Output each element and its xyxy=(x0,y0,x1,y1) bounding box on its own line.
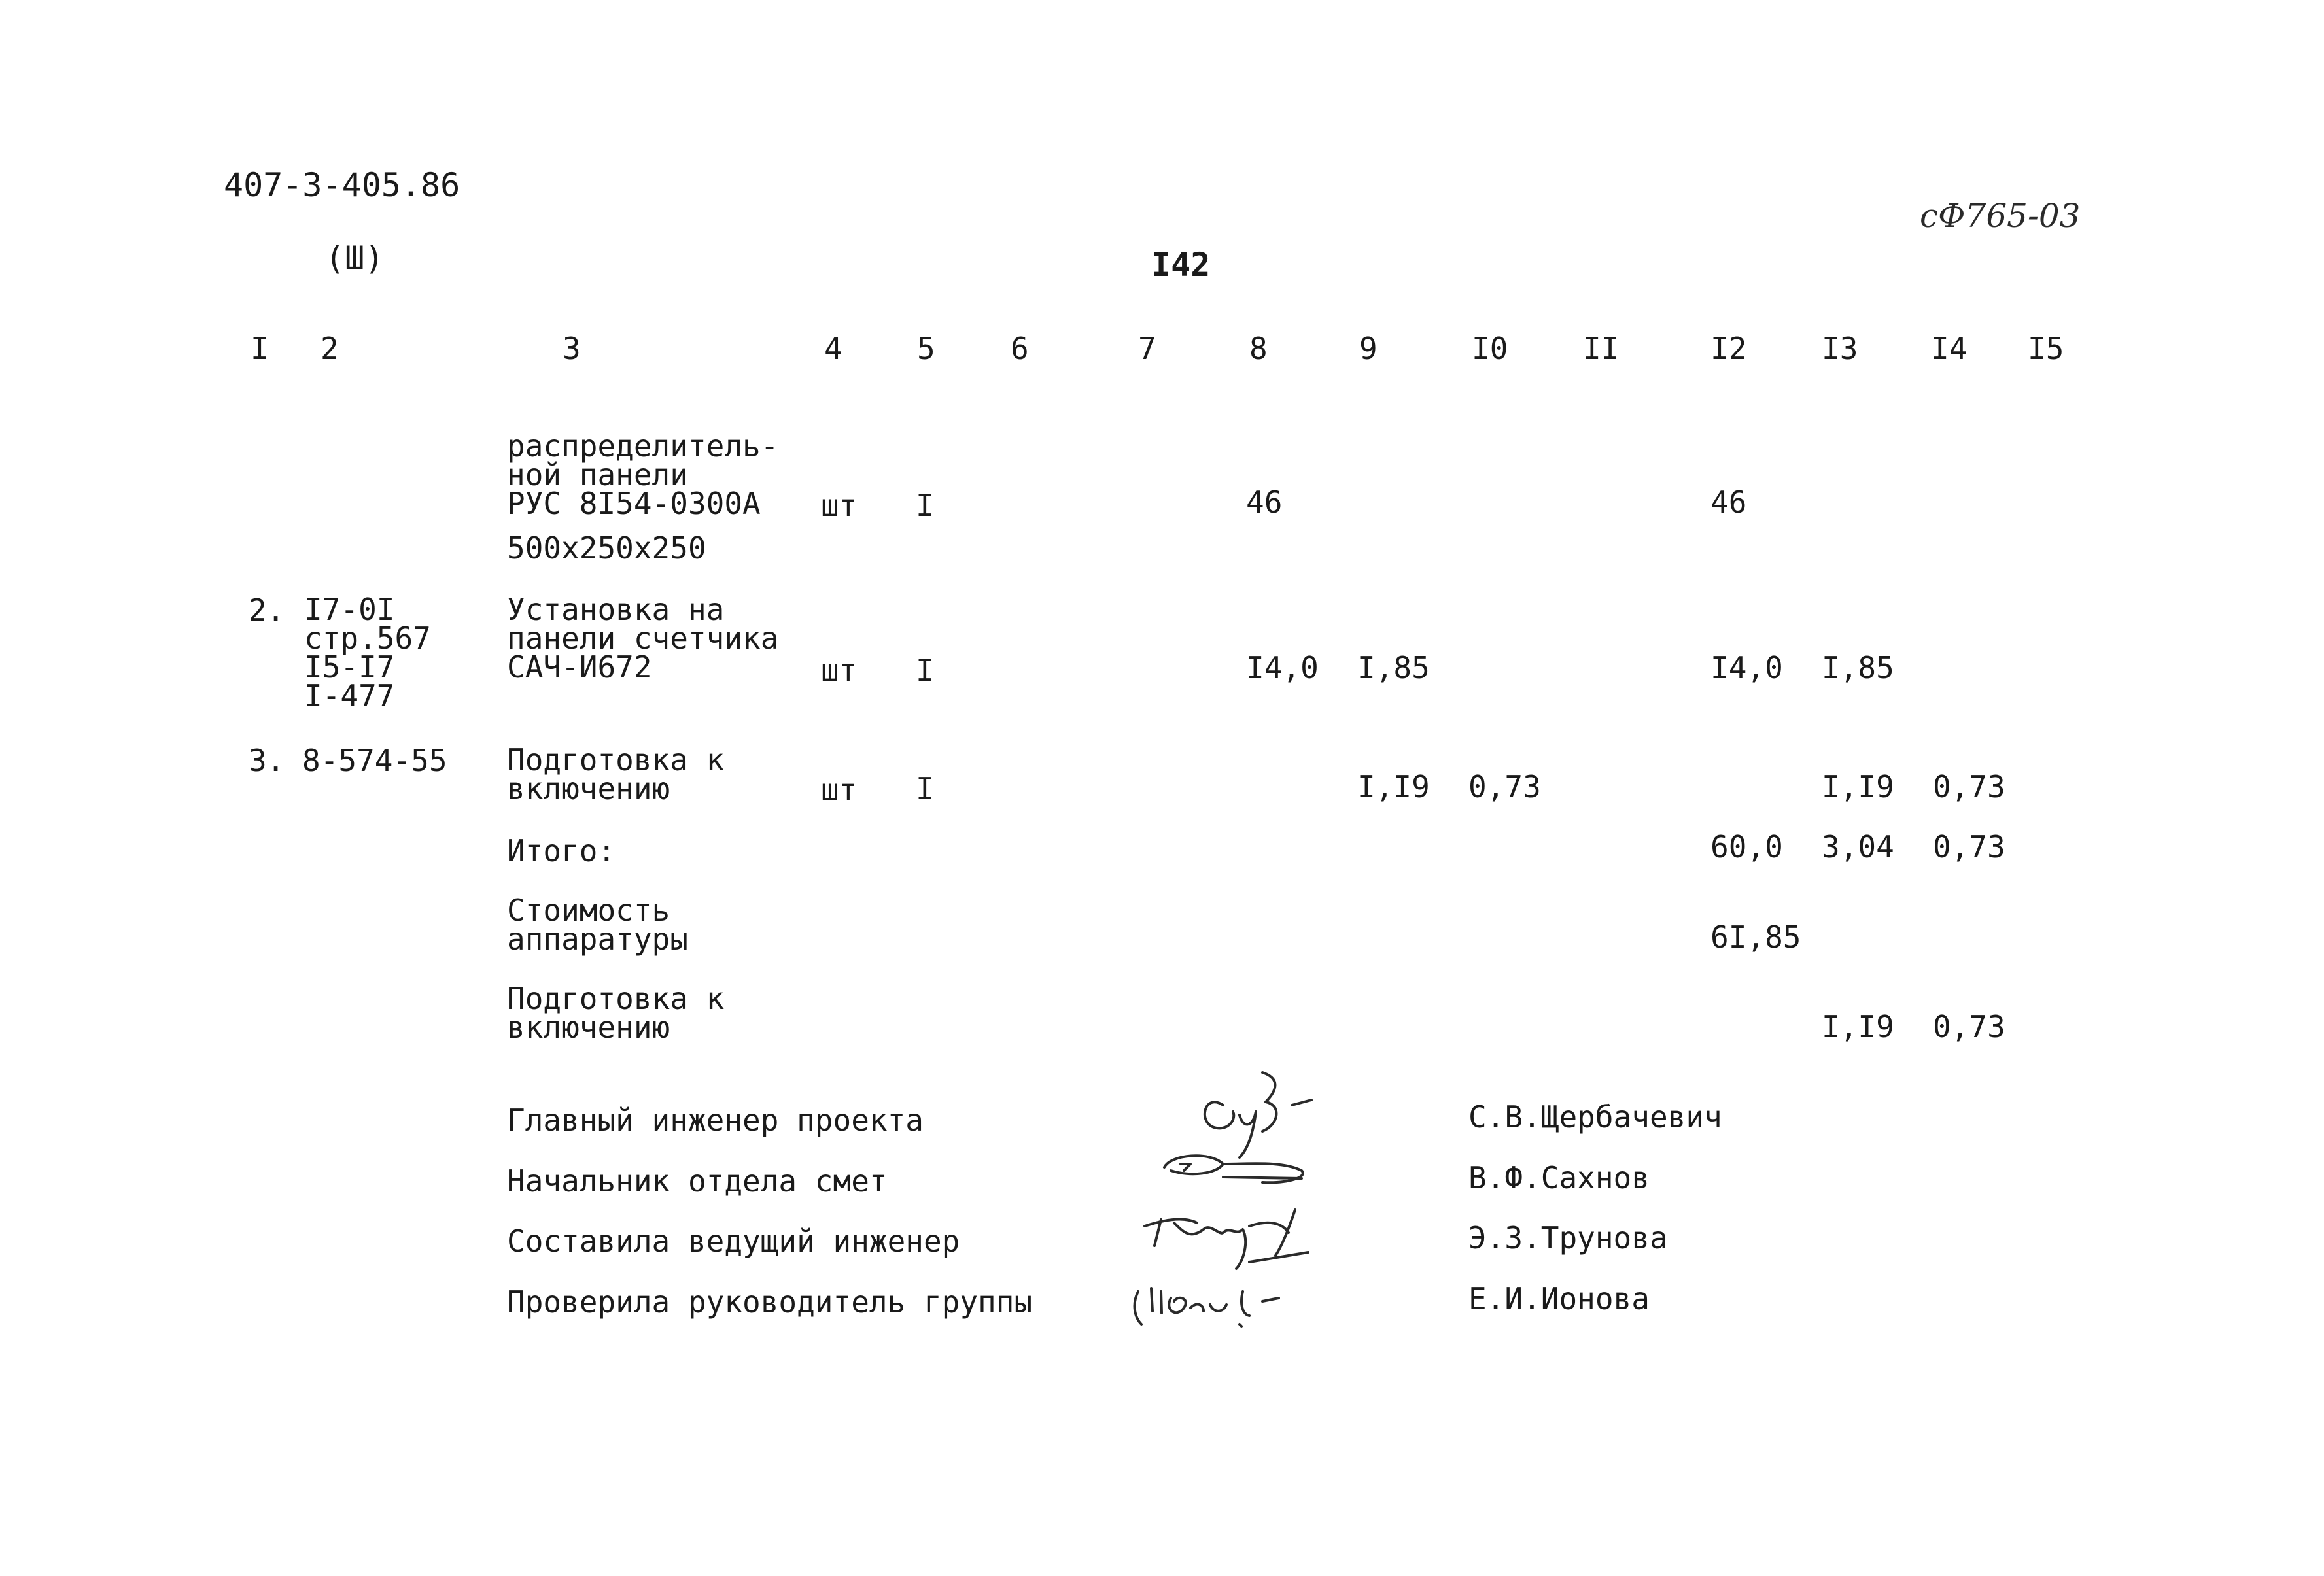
signature-role: Начальник отдела смет xyxy=(507,1163,888,1199)
total-col-13: 3,04 xyxy=(1822,829,1894,865)
section-label: (Ш) xyxy=(325,239,385,277)
cell-col-9: I,85 xyxy=(1357,650,1430,685)
cell-col-13: I,85 xyxy=(1822,650,1894,685)
item-quantity: I xyxy=(916,488,934,523)
cell-col-14: 0,73 xyxy=(1933,769,2005,804)
column-header: 2 xyxy=(321,331,339,366)
signature-role: Проверила руководитель группы xyxy=(507,1284,1033,1320)
total-col-14: 0,73 xyxy=(1933,829,2005,865)
signature-role: Главный инженер проекта xyxy=(507,1103,924,1138)
column-header: 3 xyxy=(563,331,581,366)
signature-role: Составила ведущий инженер xyxy=(507,1224,960,1259)
cell-col-13: I,I9 xyxy=(1822,769,1894,804)
column-header: I5 xyxy=(2028,331,2064,366)
column-header: I0 xyxy=(1472,331,1508,366)
column-header: 7 xyxy=(1138,331,1156,366)
cell-col-10: 0,73 xyxy=(1468,769,1541,804)
column-header: 9 xyxy=(1359,331,1378,366)
column-header: 8 xyxy=(1249,331,1268,366)
item-code: I7-0I стр.567 I5-I7 I-477 xyxy=(304,592,431,713)
item-unit: шт xyxy=(821,772,858,808)
item-name: Подготовка к включению xyxy=(507,742,725,806)
handwritten-stamp-code: сФ765-03 xyxy=(1920,197,2081,235)
item-number: 2. xyxy=(249,592,285,628)
signatory-name: Е.И.Ионова xyxy=(1468,1281,1650,1316)
column-header: I3 xyxy=(1822,331,1858,366)
totals-label: Итого: xyxy=(507,833,616,868)
item-unit: шт xyxy=(821,488,858,523)
column-header: 5 xyxy=(917,331,935,366)
column-header: I4 xyxy=(1931,331,1968,366)
item-quantity: I xyxy=(916,653,934,688)
cell-col-9: I,I9 xyxy=(1357,769,1430,804)
item-number: 3. xyxy=(249,743,285,778)
preparation-col-14: 0,73 xyxy=(1933,1009,2005,1044)
item-name: Установка на панели счетчика САЧ-И672 xyxy=(507,592,779,685)
column-header: 4 xyxy=(824,331,842,366)
cell-col-12: 46 xyxy=(1710,485,1747,520)
handwritten-signatures xyxy=(1112,1066,1426,1347)
signatory-name: В.Ф.Сахнов xyxy=(1468,1160,1650,1195)
total-col-12: 60,0 xyxy=(1710,829,1783,865)
cell-col-8: 46 xyxy=(1246,485,1283,520)
column-header: I2 xyxy=(1710,331,1747,366)
column-header: II xyxy=(1583,331,1620,366)
item-dimensions: 500х250х250 xyxy=(507,530,706,566)
page-number: I42 xyxy=(1151,246,1211,284)
apparatus-col-12: 6I,85 xyxy=(1710,919,1801,955)
cell-col-8: I4,0 xyxy=(1246,650,1319,685)
preparation-col-13: I,I9 xyxy=(1822,1009,1894,1044)
item-code: 8-574-55 xyxy=(302,743,447,778)
item-name: распределитель- ной панели РУС 8I54-0300А xyxy=(507,428,779,521)
signatory-name: Э.З.Трунова xyxy=(1468,1220,1668,1256)
preparation-label: Подготовка к включению xyxy=(507,981,725,1045)
signatory-name: С.В.Щербачевич xyxy=(1468,1099,1722,1135)
item-unit: шт xyxy=(821,653,858,688)
cell-col-12: I4,0 xyxy=(1710,650,1783,685)
column-header: 6 xyxy=(1011,331,1029,366)
item-quantity: I xyxy=(916,771,934,806)
apparatus-label: Стоимость аппаратуры xyxy=(507,893,688,957)
document-number: 407-3-405.86 xyxy=(224,166,460,204)
column-header: I xyxy=(251,331,269,366)
